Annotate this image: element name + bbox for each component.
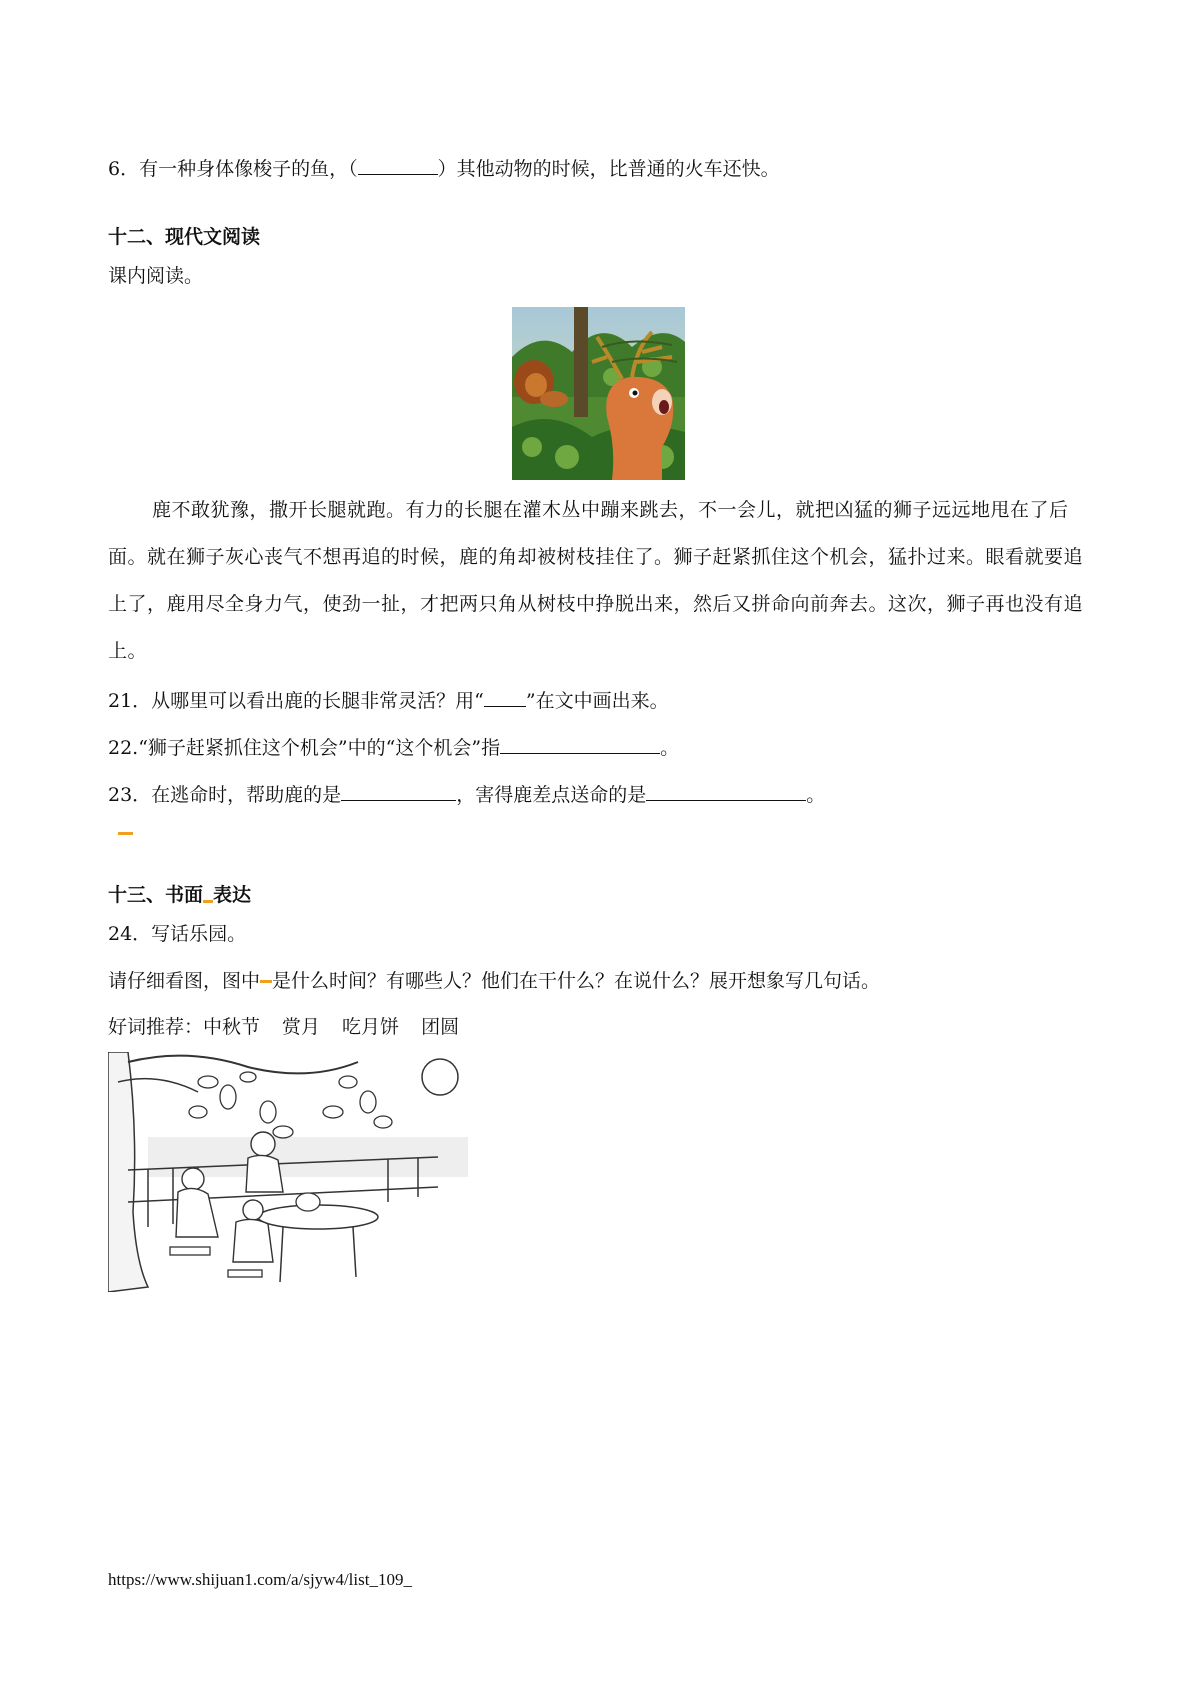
mid-autumn-illustration	[108, 1052, 468, 1292]
q23-suffix: 。	[806, 784, 826, 806]
word-item: 赏月	[282, 1016, 321, 1038]
q6-suffix: ）其他动物的时候，比普通的火车还快。	[437, 158, 780, 180]
section-12-subtitle: 课内阅读。	[108, 265, 204, 287]
q21-blank[interactable]	[484, 686, 526, 707]
section-12-title: 十二、现代文阅读	[108, 226, 261, 248]
q22-blank[interactable]	[500, 733, 660, 754]
words-label: 好词推荐：	[108, 1016, 204, 1038]
q6-blank[interactable]	[358, 154, 438, 175]
word-item: 团圆	[421, 1016, 460, 1038]
question-22	[108, 733, 679, 761]
q21-suffix: ”在文中画出来。	[525, 690, 669, 712]
reading-passage: 鹿不敢犹豫，撒开长腿就跑。有力的长腿在灌木丛中蹦来跳去，不一会儿，就把凶猛的狮子远远地甩在了后面。就在狮子灰心丧气不想再追的时候，鹿的角却被树枝挂住了。狮子赶紧抓住这个机会，猛扑过来。眼看就要追上了，鹿用尽全身力气，使劲一扯，才把两只角从树枝中挣脱出来，然后又拼命向前奔去。这次，狮子再也没有追上。	[108, 499, 1084, 662]
q21-prefix: 21．从哪里可以看出鹿的长腿非常灵活？用“	[108, 690, 484, 712]
word-item: 中秋节	[203, 1016, 261, 1038]
question-6	[108, 154, 780, 182]
q24-instruction-a: 请仔细看图，图中	[108, 970, 261, 992]
orange-marker	[118, 832, 133, 835]
orange-marker	[260, 980, 272, 983]
recommended-words	[108, 1014, 459, 1040]
q23-middle: ，害得鹿差点送命的是	[456, 784, 647, 806]
q22-suffix: 。	[660, 737, 680, 759]
footer-url: https://www.shijuan1.com/a/sjyw4/list_109_	[108, 1570, 412, 1589]
word-item: 吃月饼	[342, 1016, 400, 1038]
q23-prefix: 23．在逃命时，帮助鹿的是	[108, 784, 342, 806]
section-13-title-b: 表达	[213, 884, 252, 906]
q23-blank-1[interactable]	[341, 780, 456, 801]
question-24-title: 24．写话乐园。	[108, 923, 247, 945]
section-13-title-a: 十三、书面	[108, 884, 204, 906]
q6-prefix: 6．有一种身体像梭子的鱼，（	[108, 158, 358, 180]
section-13-title	[108, 882, 251, 908]
question-23	[108, 780, 825, 808]
q24-instruction-b: 是什么时间？有哪些人？他们在干什么？在说什么？展开想象写几句话。	[272, 970, 881, 992]
q22-prefix: 22.“狮子赶紧抓住这个机会”中的“这个机会”指	[108, 737, 501, 759]
orange-marker	[203, 900, 213, 903]
q23-blank-2[interactable]	[646, 780, 806, 801]
question-21	[108, 686, 669, 714]
deer-lion-illustration	[512, 307, 685, 480]
question-24-instruction	[108, 968, 880, 994]
